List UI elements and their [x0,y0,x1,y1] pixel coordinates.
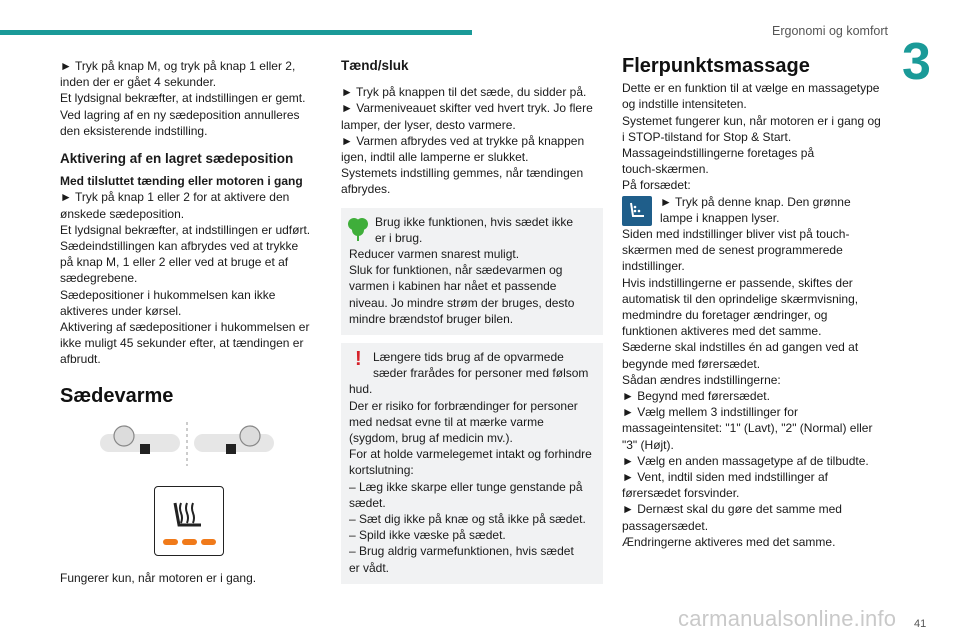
text-line: ► Begynd med førersædet. [622,389,770,404]
text-line: Hvis indstillingerne er passende, skiftes der [622,275,853,290]
text-line: Sæderne skal indstilles én ad gangen ved at [622,340,859,355]
text-line: niveau. Jo mindre strøm der bruges, desto [349,295,575,310]
text-line: sæder frarådes for personer med følsom [373,366,589,381]
text-line: "3" (Højt). [622,437,674,452]
text-line: ► Varmeniveauet skifter ved hvert tryk. Jo flere [341,101,593,116]
text-line: ► Varmen afbrydes ved at trykke på knappen [341,133,585,148]
text-line: lampe i knappen lyser. [660,210,780,225]
text-line: Der er risiko for forbrændinger for personer [349,398,578,413]
text-line: mindre brændstof bruger bilen. [349,311,514,326]
text-line: Siden med indstillinger bliver vist på touch- [622,227,850,242]
note: Fungerer kun, når motoren er i gang. [60,570,257,585]
text-line: medmindre du foretager ændringer, og [622,308,828,323]
text-line: ► Dernæst skal du gøre det samme med [622,502,842,517]
text-line: ► Vent, indtil siden med indstillinger af [622,470,828,485]
text-line: Sædepositioner i hukommelsen kan ikke [60,287,276,302]
text-line: Længere tids brug af de opvarmede [373,350,564,365]
massage-seat-icon [622,196,652,226]
dashboard-seats-icon [60,420,318,476]
text-line: Ændringerne aktiveres med det samme. [622,534,836,549]
text-line: indstillinger. [622,259,685,274]
text-line: begynde med førersædet. [622,356,761,371]
text-line: varmen i kabinen har nået et passende [349,279,557,294]
text-line: – Spild ikke væske på sædet. [349,528,506,543]
text-line: den eksisterende indstilling. [60,123,208,138]
text-line: Dette er en funktion til at vælge en massagetype [622,81,880,96]
text-line: ► Tryk på denne knap. Den grønne [660,194,851,209]
text-line: ► Tryk på knappen til det sæde, du sidder på. [341,85,587,100]
section-title: Ergonomi og komfort [772,24,889,38]
text-line: ikke muligt 45 sekunder efter, at tændingen er [60,336,304,351]
leaf-icon [347,216,369,242]
column-3 [622,55,892,550]
text-line: inden der er gået 4 sekunder. [60,75,217,90]
massage-button[interactable] [622,196,652,226]
text-line: ► Tryk på knap 1 eller 2 for at aktivere den [60,190,290,205]
text-line: aktiveres under kørsel. [60,303,182,318]
text-line: ønskede sædeposition. [60,206,185,221]
text-line: Massageindstillingerne foretages på [622,146,815,161]
text-line: ► Vælg en anden massagetype af de tilbudte. [622,453,869,468]
text-line: passagersædet. [622,518,709,533]
heading-on-off: Tænd/sluk [341,58,409,73]
text-line: sædet. [349,495,386,510]
text-line: – Sæt dig ikke på knæ og stå ikke på sædet. [349,512,586,527]
text-line: – Brug aldrig varmefunktionen, hvis sædet [349,544,574,559]
text-line: Systemet fungerer kun, når motoren er i gang og [622,113,881,128]
seat-heater-button[interactable] [154,486,224,556]
text-line: Aktivering af sædepositioner i hukommelsen er [60,320,310,335]
text-line: massageintensitet: "1" (Lavt), "2" (Normal) eller [622,421,873,436]
text-line: afbrydes. [341,182,391,197]
column-1 [60,58,318,586]
text-line: igen, indtil alle lamperne er slukket. [341,150,529,165]
text-line: Reducer varmen snarest muligt. [349,247,520,262]
text-line: Sådan ændres indstillingerne: [622,372,781,387]
text-line: er vådt. [349,560,390,575]
seat-heater-location-illustration [60,420,318,476]
text-line: Sædeindstillingen kan afbrydes ved at trykke [60,239,299,254]
heading-massage: Flerpunktsmassage [622,55,810,77]
text-line: touch-skærmen. [622,162,709,177]
text-line: På forsædet: [622,178,691,193]
text-line: Et lydsignal bekræfter, at indstillingen er udført. [60,222,311,237]
seat-heater-icon [155,487,223,555]
text-line: og indstille intensiteten. [622,97,747,112]
text-line: For at holde varmelegemet intakt og forhindre [349,447,592,462]
text-line: Ved lagring af en ny sædeposition annulleres [60,107,300,122]
text-line: på knap M, 1 eller 2 eller ved at bruge et af [60,255,289,270]
eco-tip-panel [341,208,603,335]
text-line: sædegrebene. [60,271,138,286]
chapter-number: 3 [902,33,931,91]
text-line: i STOP-tilstand for Stop & Start. [622,129,792,144]
header-accent-bar [0,30,472,35]
heading-recall: Aktivering af en lagret sædeposition [60,151,294,167]
column-2 [341,58,603,584]
text-line: Brug ikke funktionen, hvis sædet ikke [375,214,574,229]
text-line: er i brug. [375,230,423,245]
text-line: med nedsat evne til at mærke varme [349,414,544,429]
text-line: førersædet forsvinder. [622,486,740,501]
text-line: funktionen aktiveres med det samme. [622,324,822,339]
page-number: 41 [914,618,927,630]
warning-panel [341,343,603,584]
text-line: hud. [349,382,373,397]
text-line: automatisk til den oprindelige skærmvisning, [622,291,859,306]
exclamation-icon: ! [355,348,362,371]
heading-seat-heating: Sædevarme [60,384,174,407]
massage-button-row [622,194,892,226]
text-line: kortslutning: [349,463,414,478]
text-line: ► Tryk på knap M, og tryk på knap 1 eller 2, [60,59,296,73]
text-line: afbrudt. [60,352,101,367]
text-line: lamper, der lyser, desto varmere. [341,117,516,132]
text-line: (sygdom, brug af medicin mv.). [349,431,513,446]
text-line: Et lydsignal bekræfter, at indstillingen er gemt. [60,91,306,106]
watermark: carmanualsonline.info [678,606,897,631]
text-line: Systemets indstilling gemmes, når tændingen [341,166,584,181]
text-line: skærmen med de senest programmerede [622,243,843,258]
subheading: Med tilsluttet tænding eller motoren i gang [60,174,303,189]
text-line: ► Vælg mellem 3 indstillinger for [622,405,798,420]
text-line: Sluk for funktionen, når sædevarmen og [349,263,563,278]
text-line: – Læg ikke skarpe eller tunge genstande på [349,479,583,494]
